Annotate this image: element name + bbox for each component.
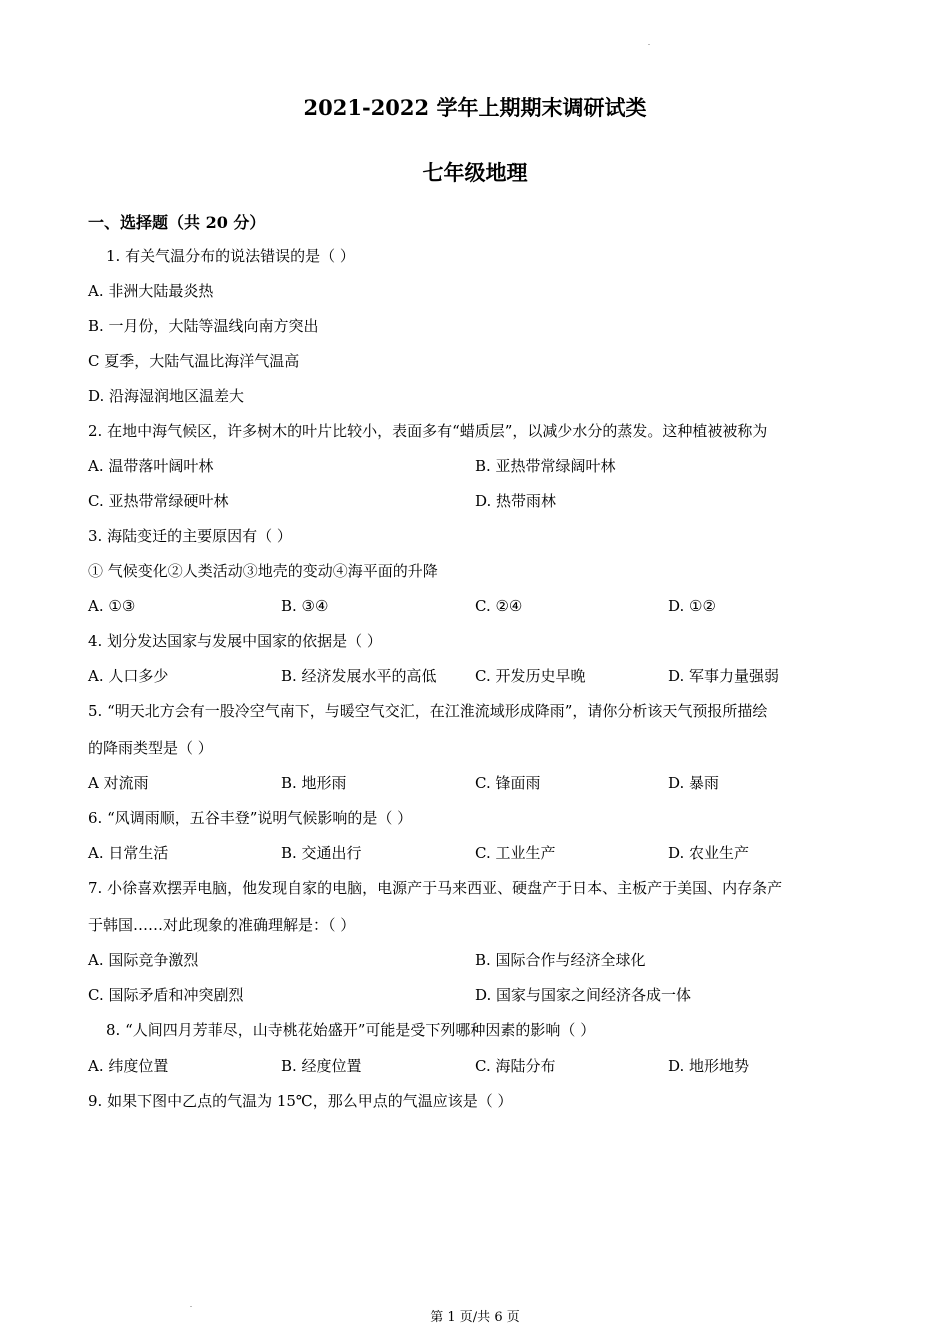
question-9-stem: 9. 如果下图中乙点的气温为 15℃，那么甲点的气温应该是（ ）	[88, 1092, 513, 1110]
question-5-option-a: A 对流雨	[88, 774, 149, 792]
question-6-option-b: B. 交通出行	[281, 844, 362, 862]
exam-title: 2021-2022 学年上期期末调研试类	[303, 95, 647, 120]
question-3-option-b: B. ③④	[281, 597, 329, 615]
question-4-stem: 4. 划分发达国家与发展中国家的依据是（ ）	[88, 632, 382, 650]
question-1-option-b: B. 一月份，大陆等温线向南方突出	[88, 317, 319, 335]
question-3-note: ① 气候变化②人类活动③地壳的变动④海平面的升降	[88, 562, 438, 580]
question-7-option-d: D. 国家与国家之间经济各成一体	[475, 986, 692, 1004]
question-5-option-c: C. 锋面雨	[475, 774, 541, 792]
question-5-stem-cont: 的降雨类型是（ ）	[88, 739, 213, 757]
question-4-option-b: B. 经济发展水平的高低	[281, 667, 437, 685]
question-8-option-c: C. 海陆分布	[475, 1057, 556, 1075]
question-6-option-a: A. 日常生活	[88, 844, 169, 862]
exam-subtitle: 七年级地理	[422, 160, 528, 185]
question-2-option-c: C. 亚热带常绿硬叶林	[88, 492, 229, 510]
question-3-option-a: A. ①③	[88, 597, 136, 615]
speck	[648, 44, 650, 45]
question-8-option-a: A. 纬度位置	[88, 1057, 169, 1075]
question-3-option-d: D. ①②	[668, 597, 716, 615]
question-8-option-b: B. 经度位置	[281, 1057, 362, 1075]
question-6-option-d: D. 农业生产	[668, 844, 750, 862]
question-4-option-a: A. 人口多少	[88, 667, 169, 685]
page-number: 第 1 页/共 6 页	[430, 1310, 520, 1325]
question-8-stem: 8. “人间四月芳菲尽，山寺桃花始盛开”可能是受下列哪种因素的影响（ ）	[106, 1021, 596, 1039]
question-1-option-c: C 夏季，大陆气温比海洋气温高	[88, 352, 300, 370]
question-3-option-c: C. ②④	[475, 597, 523, 615]
question-7-stem-cont: 于韩国……对此现象的准确理解是：（ ）	[88, 916, 356, 934]
question-3-stem: 3. 海陆变迁的主要原因有（ ）	[88, 527, 292, 545]
question-4-option-c: C. 开发历史早晚	[475, 667, 586, 685]
question-2-stem: 2. 在地中海气候区，许多树木的叶片比较小，表面多有“蜡质层”，以减少水分的蒸发。这种植被被称为	[88, 422, 768, 440]
question-2-option-b: B. 亚热带常绿阔叶林	[475, 457, 616, 475]
question-2-option-a: A. 温带落叶阔叶林	[88, 457, 214, 475]
question-2-option-d: D. 热带雨林	[475, 492, 557, 510]
question-7-option-a: A. 国际竞争激烈	[88, 951, 199, 969]
question-8-option-d: D. 地形地势	[668, 1057, 750, 1075]
section-heading: 一、选择题（共 20 分）	[88, 213, 266, 232]
question-5-option-b: B. 地形雨	[281, 774, 347, 792]
question-6-stem: 6. “风调雨顺，五谷丰登”说明气候影响的是（ ）	[88, 809, 413, 827]
question-1-stem: 1. 有关气温分布的说法错误的是（ ）	[106, 247, 355, 265]
question-4-option-d: D. 军事力量强弱	[668, 667, 780, 685]
question-6-option-c: C. 工业生产	[475, 844, 556, 862]
question-1-option-a: A. 非洲大陆最炎热	[88, 282, 214, 300]
question-5-option-d: D. 暴雨	[668, 774, 720, 792]
question-1-option-d: D. 沿海湿润地区温差大	[88, 387, 245, 405]
question-7-option-b: B. 国际合作与经济全球化	[475, 951, 646, 969]
question-7-stem: 7. 小徐喜欢摆弄电脑，他发现自家的电脑，电源产于马来西亚、硬盘产于日本、主板产于美国、内存条产	[88, 879, 783, 897]
question-5-stem: 5. “明天北方会有一股冷空气南下，与暖空气交汇，在江淮流域形成降雨”，请你分析该天气预报所描绘	[88, 702, 768, 720]
question-7-option-c: C. 国际矛盾和冲突剧烈	[88, 986, 244, 1004]
